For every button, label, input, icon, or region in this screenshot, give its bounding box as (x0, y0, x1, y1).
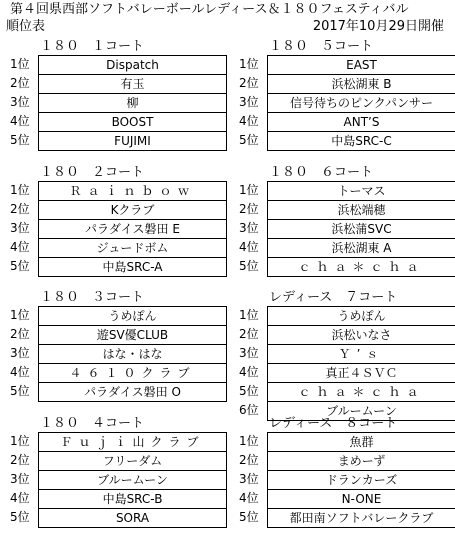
team-name-cell: 信号待ちのピンクパンサー (267, 93, 455, 113)
team-name-cell: フリーダム (38, 451, 227, 471)
team-name-cell: Ｒａｉｎｂｏｗ (38, 181, 227, 201)
ranking-row (237, 55, 455, 74)
ranking-list (8, 306, 226, 401)
ranking-row (237, 181, 455, 200)
ranking-row (237, 93, 455, 112)
rank-label: 3位 (10, 221, 30, 235)
ranking-row (8, 325, 226, 344)
event-date: 2017年10月29日開催 (312, 19, 444, 34)
ranking-row (8, 382, 226, 401)
ranking-row (237, 344, 455, 363)
ranking-list (237, 306, 455, 420)
rank-label: 3位 (239, 472, 259, 486)
rank-label: 4位 (239, 114, 259, 128)
ranking-row (237, 131, 455, 150)
rank-label: 5位 (10, 259, 30, 273)
ranking-list (8, 55, 226, 150)
team-name-cell: ドランカーズ (267, 470, 455, 490)
team-name-cell: はな・はな (38, 344, 227, 364)
ranking-row (8, 238, 226, 257)
ranking-row (237, 432, 455, 451)
ranking-row (237, 325, 455, 344)
rank-label: 2位 (10, 453, 30, 467)
rank-label: 2位 (10, 76, 30, 90)
team-name-cell: N-ONE (267, 489, 455, 509)
ranking-row (237, 382, 455, 401)
team-name-cell: SORA (38, 508, 227, 528)
ranking-row (237, 306, 455, 325)
team-name-cell: パラダイス磐田 E (38, 219, 227, 239)
team-name-cell: ｃｈａ＊ｃｈａ (267, 382, 455, 402)
team-name-cell: トーマス (267, 181, 455, 201)
rank-label: 4位 (239, 365, 259, 379)
team-name-cell: 有玉 (38, 74, 227, 94)
ranking-row (8, 200, 226, 219)
rank-label: 1位 (10, 183, 30, 197)
ranking-row (8, 74, 226, 93)
ranking-row (237, 74, 455, 93)
rank-label: 1位 (10, 434, 30, 448)
ranking-row (237, 238, 455, 257)
team-name-cell: Dispatch (38, 55, 227, 75)
ranking-row (8, 112, 226, 131)
team-name-cell: EAST (267, 55, 455, 75)
team-name-cell: Kクラブ (38, 200, 227, 220)
rank-label: 3位 (10, 95, 30, 109)
court-name: レディース ７コート (269, 290, 398, 305)
team-name-cell: ジュードボム (38, 238, 227, 258)
team-name-cell: 中島SRC-B (38, 489, 227, 509)
team-name-cell: ブルームーン (38, 470, 227, 490)
team-name-cell: Ｆｕｊｉ山クラブ (38, 432, 227, 452)
team-name-cell: まめーず (267, 451, 455, 471)
ranking-list (237, 181, 455, 276)
rank-label: 4位 (10, 491, 30, 505)
team-name-cell: ｃｈａ＊ｃｈａ (267, 257, 455, 277)
ranking-row (237, 451, 455, 470)
team-name-cell: 浜松湖東 A (267, 238, 455, 258)
rank-label: 4位 (10, 114, 30, 128)
team-name-cell: 魚群 (267, 432, 455, 452)
court-name: １８０ １コート (40, 39, 145, 54)
rank-label: 4位 (239, 491, 259, 505)
team-name-cell: Ｙ’ｓ (267, 344, 455, 364)
rank-label: 1位 (239, 434, 259, 448)
ranking-list (8, 181, 226, 276)
rank-label: 1位 (10, 57, 30, 71)
team-name-cell: 浜松湖東 B (267, 74, 455, 94)
rank-label: 1位 (10, 308, 30, 322)
rank-label: 2位 (10, 327, 30, 341)
rank-label: 1位 (239, 183, 259, 197)
team-name-cell: BOOST (38, 112, 227, 132)
ranking-row (8, 55, 226, 74)
team-name-cell: ANT’S (267, 112, 455, 132)
rank-label: 5位 (10, 384, 30, 398)
ranking-row (8, 257, 226, 276)
ranking-list (237, 432, 455, 527)
team-name-cell: 浜松端穂 (267, 200, 455, 220)
rank-label: 5位 (239, 510, 259, 524)
team-name-cell: ４６１０クラブ (38, 363, 227, 383)
rank-label: 4位 (239, 240, 259, 254)
ranking-row (237, 470, 455, 489)
rank-label: 2位 (239, 453, 259, 467)
ranking-row (8, 219, 226, 238)
rank-label: 5位 (239, 133, 259, 147)
team-name-cell: うめぽん (267, 306, 455, 326)
ranking-row (237, 489, 455, 508)
ranking-row (8, 344, 226, 363)
team-name-cell: パラダイス磐田 O (38, 382, 227, 402)
court-name: １８０ ２コート (40, 165, 145, 180)
ranking-row (8, 432, 226, 451)
rank-label: 2位 (239, 76, 259, 90)
rank-label: 2位 (239, 327, 259, 341)
ranking-row (237, 363, 455, 382)
rank-label: 5位 (10, 133, 30, 147)
rank-label: 1位 (239, 308, 259, 322)
court-name: １８０ ５コート (269, 39, 374, 54)
team-name-cell: 浜松蒲SVC (267, 219, 455, 239)
ranking-row (8, 131, 226, 150)
ranking-row (8, 363, 226, 382)
ranking-row (237, 508, 455, 527)
court-name: １８０ ３コート (40, 290, 145, 305)
ranking-list (237, 55, 455, 150)
ranking-row (8, 508, 226, 527)
rank-label: 4位 (10, 240, 30, 254)
rank-label: 5位 (10, 510, 30, 524)
team-name-cell: ブルームーン (267, 401, 455, 421)
rank-label: 3位 (239, 95, 259, 109)
ranking-row (8, 181, 226, 200)
rank-label: 5位 (239, 384, 259, 398)
page-title: 第４回県西部ソフトバレーボールレディース＆１８０フェスティバル (10, 2, 409, 17)
team-name-cell: うめぽん (38, 306, 227, 326)
rank-label: 2位 (239, 202, 259, 216)
rank-label: 5位 (239, 259, 259, 273)
ranking-list (8, 432, 226, 527)
ranking-row (8, 93, 226, 112)
ranking-row (237, 112, 455, 131)
ranking-row (237, 200, 455, 219)
court-name: １８０ ４コート (40, 416, 145, 431)
ranking-row (8, 451, 226, 470)
court-name: １８０ ６コート (269, 165, 374, 180)
ranking-row (8, 470, 226, 489)
team-name-cell: 柳 (38, 93, 227, 113)
ranking-row (8, 489, 226, 508)
ranking-row (8, 306, 226, 325)
rank-label: 3位 (10, 472, 30, 486)
rank-label: 2位 (10, 202, 30, 216)
ranking-row (237, 257, 455, 276)
team-name-cell: 浜松いなさ (267, 325, 455, 345)
rank-label: 3位 (239, 346, 259, 360)
rank-label: 3位 (239, 221, 259, 235)
rank-label: 3位 (10, 346, 30, 360)
team-name-cell: 真正４ＳＶＣ (267, 363, 455, 383)
team-name-cell: FUJIMI (38, 131, 227, 151)
rank-label: 6位 (239, 403, 259, 417)
rank-label: 4位 (10, 365, 30, 379)
team-name-cell: 中島SRC-A (38, 257, 227, 277)
court-name: レディース ８コート (269, 416, 398, 431)
team-name-cell: 中島SRC-C (267, 131, 455, 151)
page-subtitle: 順位表 (6, 19, 46, 34)
team-name-cell: 遊SV優CLUB (38, 325, 227, 345)
ranking-row (237, 219, 455, 238)
team-name-cell: 都田南ソフトバレークラブ (267, 508, 455, 528)
rank-label: 1位 (239, 57, 259, 71)
